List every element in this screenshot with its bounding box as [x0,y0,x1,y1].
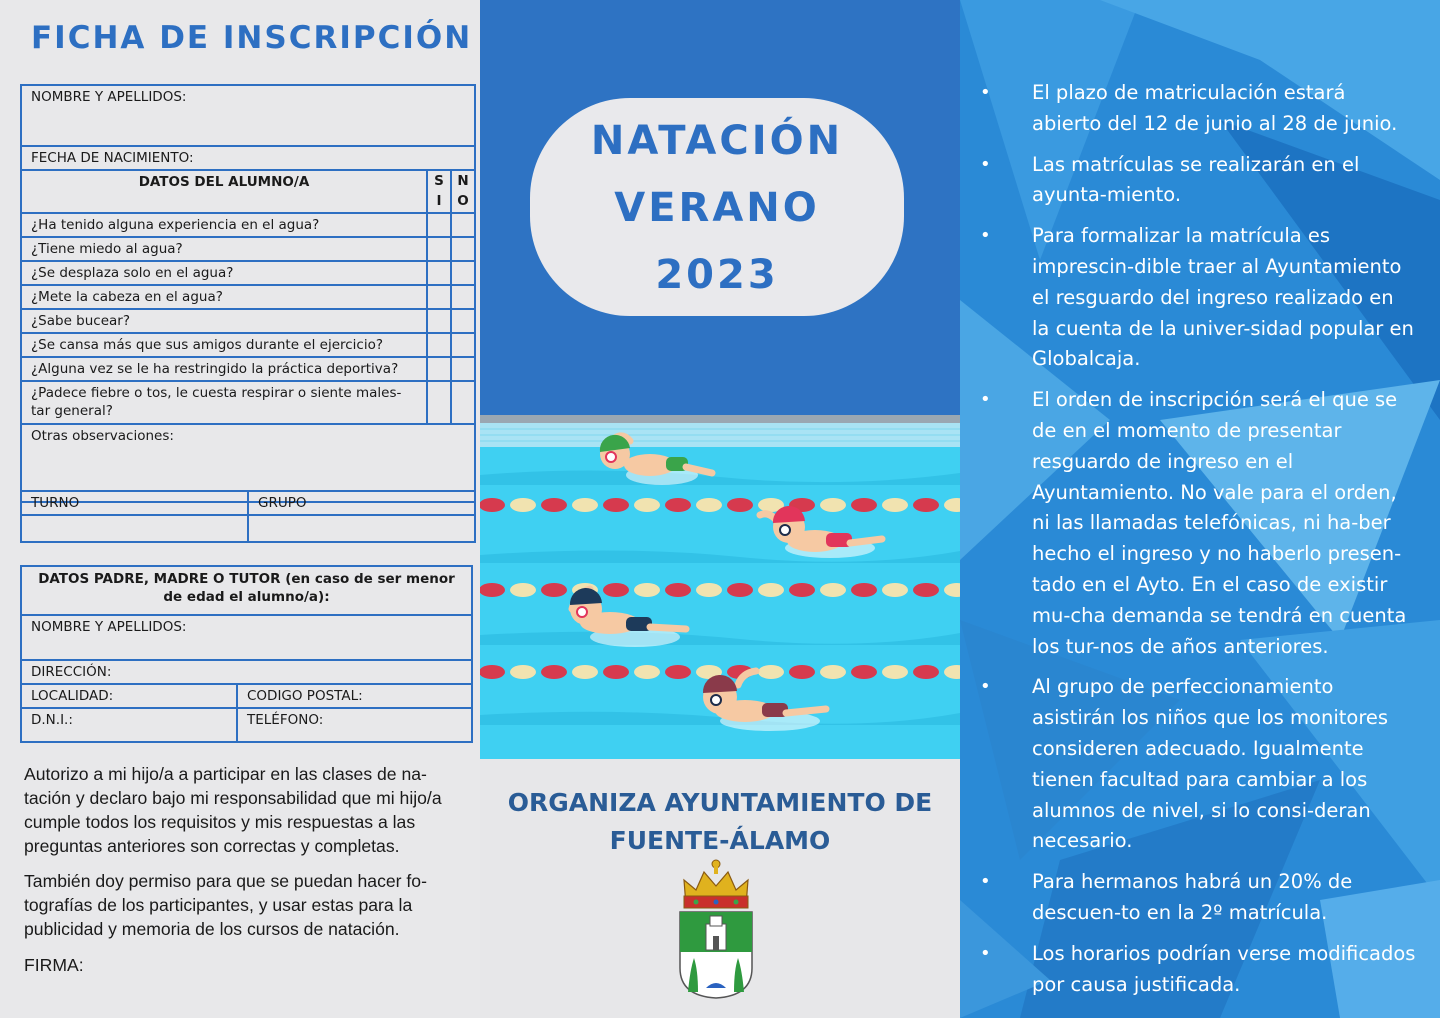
lane-float [603,665,629,679]
answer-yes-3[interactable] [427,261,451,285]
lane-float [696,498,722,512]
lane-float [913,583,939,597]
info-item: • Para formalizar la matrícula es imprescin-dible traer al Ayuntamiento el resguardo del ingreso realizado en la cuenta de la univer-sidad popular en Globalcaja. [960,221,1440,375]
lane-float [851,583,877,597]
lane-float [603,583,629,597]
cover-header [480,0,960,415]
lane-float [758,665,784,679]
phone-field[interactable]: TELÉFONO: [237,708,472,742]
lane-float [480,583,505,597]
answer-no-3[interactable] [451,261,475,285]
lane-float [913,498,939,512]
student-data-header: DATOS DEL ALUMNO/A [21,170,427,213]
title-line-2: VERANO [614,185,820,231]
organizer-text [480,784,960,860]
answer-yes-5[interactable] [427,309,451,333]
lane-float [510,583,536,597]
question-1: ¿Ha tenido alguna experiencia en el agua? [21,213,427,237]
info-item: • Las matrículas se realizarán en el ayunta-miento. [960,150,1440,212]
info-item: • El orden de inscripción será el que se de en el momento de presentar resguardo de ingreso en el Ayuntamiento. No vale para el orden, ni las llamadas telefónicas, ni ha-ber hecho el ingreso y no haberlo presen-tado en el Ayto. En el caso de existir mu-cha demanda se tendrá en cuenta los tur-nos de años anteriores. [960,385,1440,662]
turn-group-table [20,490,476,543]
answer-yes-6[interactable] [427,333,451,357]
lane-float [572,665,598,679]
organizer-line-2: FUENTE-ÁLAMO [609,826,831,855]
municipal-crest [676,858,756,1000]
parent-data-header: DATOS PADRE, MADRE O TUTOR (en caso de ser menor de edad el alumno/a): [21,566,472,615]
lane-float [572,498,598,512]
registration-form-panel [0,0,480,1018]
answer-yes-1[interactable] [427,213,451,237]
lane-float [665,665,691,679]
lane-float [851,498,877,512]
consent-paragraph: Autorizo a mi hijo/a a participar en las clases de na-tación y declaro bajo mi responsabilidad que mi hijo/a cumple todos los requisitos y mis respuestas a las preguntas anteriores son correctas y completas. [24,764,442,856]
answer-yes-8[interactable] [427,381,451,424]
birth-date-field[interactable]: FECHA DE NACIMIENTO: [21,146,475,170]
cover-panel [480,0,960,1018]
lane-float [541,583,567,597]
lane-float [541,498,567,512]
answer-no-8[interactable] [451,381,475,424]
lane-float [665,498,691,512]
lane-float [480,498,505,512]
grupo-label: GRUPO [248,491,475,515]
parent-data-table [20,565,473,743]
info-item: • Los horarios podrían verse modificados por causa justificada. [960,939,1440,1001]
answer-yes-4[interactable] [427,285,451,309]
question-6: ¿Se cansa más que sus amigos durante el ejercicio? [21,333,427,357]
question-4: ¿Mete la cabeza en el agua? [21,285,427,309]
dni-field[interactable]: D.N.I.: [21,708,237,742]
lane-float [758,583,784,597]
lane-float [510,665,536,679]
grupo-field[interactable] [248,515,475,542]
information-panel [960,0,1440,1018]
answer-no-1[interactable] [451,213,475,237]
info-list [960,78,1440,1010]
answer-no-2[interactable] [451,237,475,261]
answer-no-6[interactable] [451,333,475,357]
answer-no-4[interactable] [451,285,475,309]
lane-float [727,583,753,597]
lane-float [820,583,846,597]
question-2: ¿Tiene miedo al agua? [21,237,427,261]
lane-float [882,583,908,597]
photo-consent-paragraph: También doy permiso para que se puedan hacer fo-tografías de los participantes, y usar estas para la publicidad y memoria de los cursos de natación. [24,871,427,939]
lane-float [634,665,660,679]
lane-float [727,498,753,512]
observations-field[interactable]: Otras observaciones: [21,424,475,502]
info-item: • Al grupo de perfeccionamiento asistirán los niños que los monitores consideren adecuado. Igualmente tienen facultad para cambiar a los alumnos de nivel, si lo consi-deran necesario. [960,672,1440,857]
signature-label: FIRMA: [24,955,84,975]
info-item: • El plazo de matriculación estará abierto del 12 de junio al 28 de junio. [960,78,1440,140]
title-year: 2023 [655,252,779,298]
swimmer-illustration [480,415,960,759]
lane-float [789,665,815,679]
lane-float [510,498,536,512]
answer-no-7[interactable] [451,357,475,381]
lane-float [913,665,939,679]
lane-float [603,498,629,512]
answer-yes-7[interactable] [427,357,451,381]
lane-float [634,583,660,597]
lane-float [820,498,846,512]
lane-float [480,665,505,679]
yes-column-header: S I [427,170,451,213]
question-7: ¿Alguna vez se le ha restringido la práctica deportiva? [21,357,427,381]
question-8: ¿Padece fiebre o tos, le cuesta respirar o siente males-tar general? [21,381,427,424]
answer-yes-2[interactable] [427,237,451,261]
lane-float [634,498,660,512]
no-column-header: N O [451,170,475,213]
lane-float [882,498,908,512]
lane-float [541,665,567,679]
turno-field[interactable] [21,515,248,542]
name-field[interactable]: NOMBRE Y APELLIDOS: [21,85,475,146]
organizer-line-1: ORGANIZA AYUNTAMIENTO DE [507,788,933,817]
question-3: ¿Se desplaza solo en el agua? [21,261,427,285]
postal-code-field[interactable]: CODIGO POSTAL: [237,684,472,708]
parent-name-field[interactable]: NOMBRE Y APELLIDOS: [21,615,472,660]
lane-float [851,665,877,679]
title-badge [530,98,904,316]
lane-float [882,665,908,679]
city-field[interactable]: LOCALIDAD: [21,684,237,708]
lane-float [696,583,722,597]
answer-no-5[interactable] [451,309,475,333]
form-title: FICHA DE INSCRIPCIÓN [31,20,473,56]
info-item: • Para hermanos habrá un 20% de descuen-to en la 2º matrícula. [960,867,1440,929]
lane-float [820,665,846,679]
title-line-1: NATACIÓN [590,118,844,164]
lane-float [665,583,691,597]
question-5: ¿Sabe bucear? [21,309,427,333]
address-field[interactable]: DIRECCIÓN: [21,660,472,684]
lane-float [789,583,815,597]
student-data-table [20,84,476,503]
turno-label: TURNO [21,491,248,515]
